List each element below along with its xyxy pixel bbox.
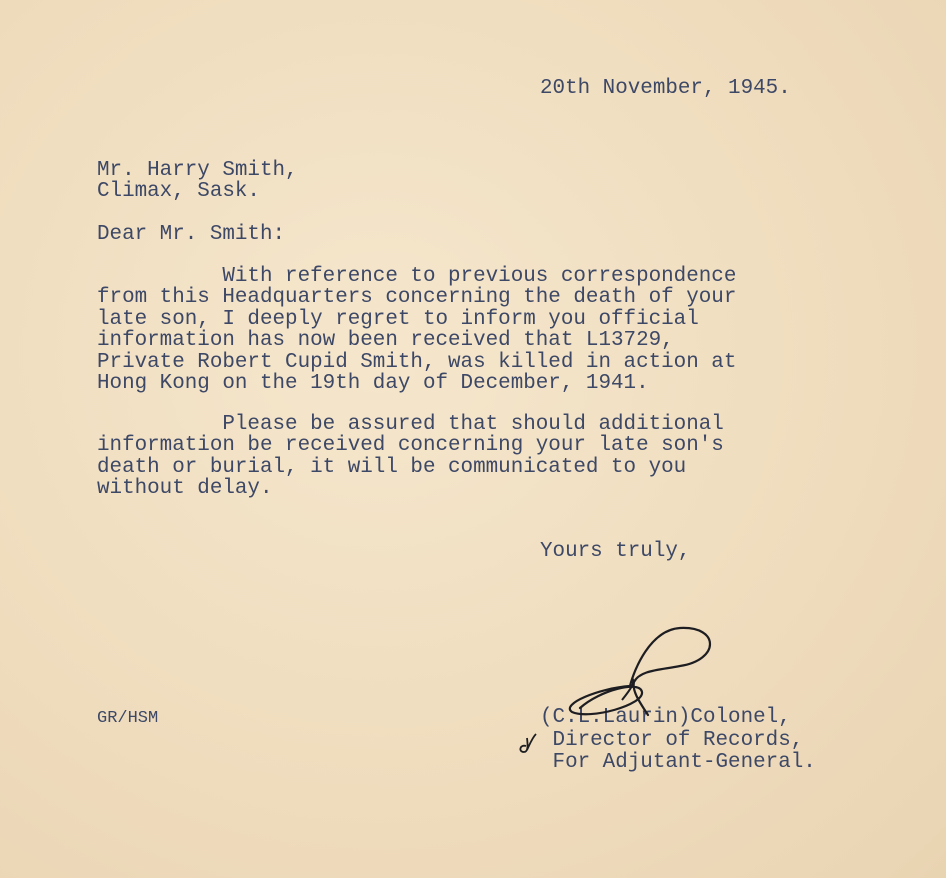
letter-date: 20th November, 1945.: [540, 77, 791, 100]
handwritten-signature: [560, 620, 730, 730]
body-line: from this Headquarters concerning the death of your: [97, 286, 737, 310]
recipient-location: Climax, Sask.: [97, 180, 260, 204]
body-paragraph-1: [97, 266, 736, 394]
recipient-address: [97, 160, 298, 203]
closing: Yours truly,: [540, 540, 691, 563]
salutation: Dear Mr. Smith:: [97, 223, 286, 246]
body-line: Hong Kong on the 19th day of December, 1941.: [97, 371, 649, 395]
body-line: information be received concerning your late son's: [97, 434, 724, 458]
body-line: With reference to previous correspondence: [97, 265, 737, 288]
body-line: Please be assured that should additional: [97, 413, 724, 436]
signatory-on-behalf: For Adjutant-General.: [540, 751, 816, 774]
body-paragraph-2: [97, 414, 724, 500]
initial-mark: [514, 728, 540, 758]
signatory-title: Director of Records,: [540, 728, 804, 752]
signatory-name-rank: (C.L.Laurin)Colonel,: [540, 706, 791, 729]
body-line: late son, I deeply regret to inform you official: [97, 307, 699, 331]
body-line: Private Robert Cupid Smith, was killed in action at: [97, 350, 737, 374]
recipient-name: Mr. Harry Smith,: [97, 159, 298, 182]
body-line: information has now been received that L13729,: [97, 329, 674, 353]
body-line: without delay.: [97, 477, 273, 501]
reference-initials: GR/HSM: [97, 709, 159, 728]
body-line: death or burial, it will be communicated to you: [97, 455, 687, 479]
